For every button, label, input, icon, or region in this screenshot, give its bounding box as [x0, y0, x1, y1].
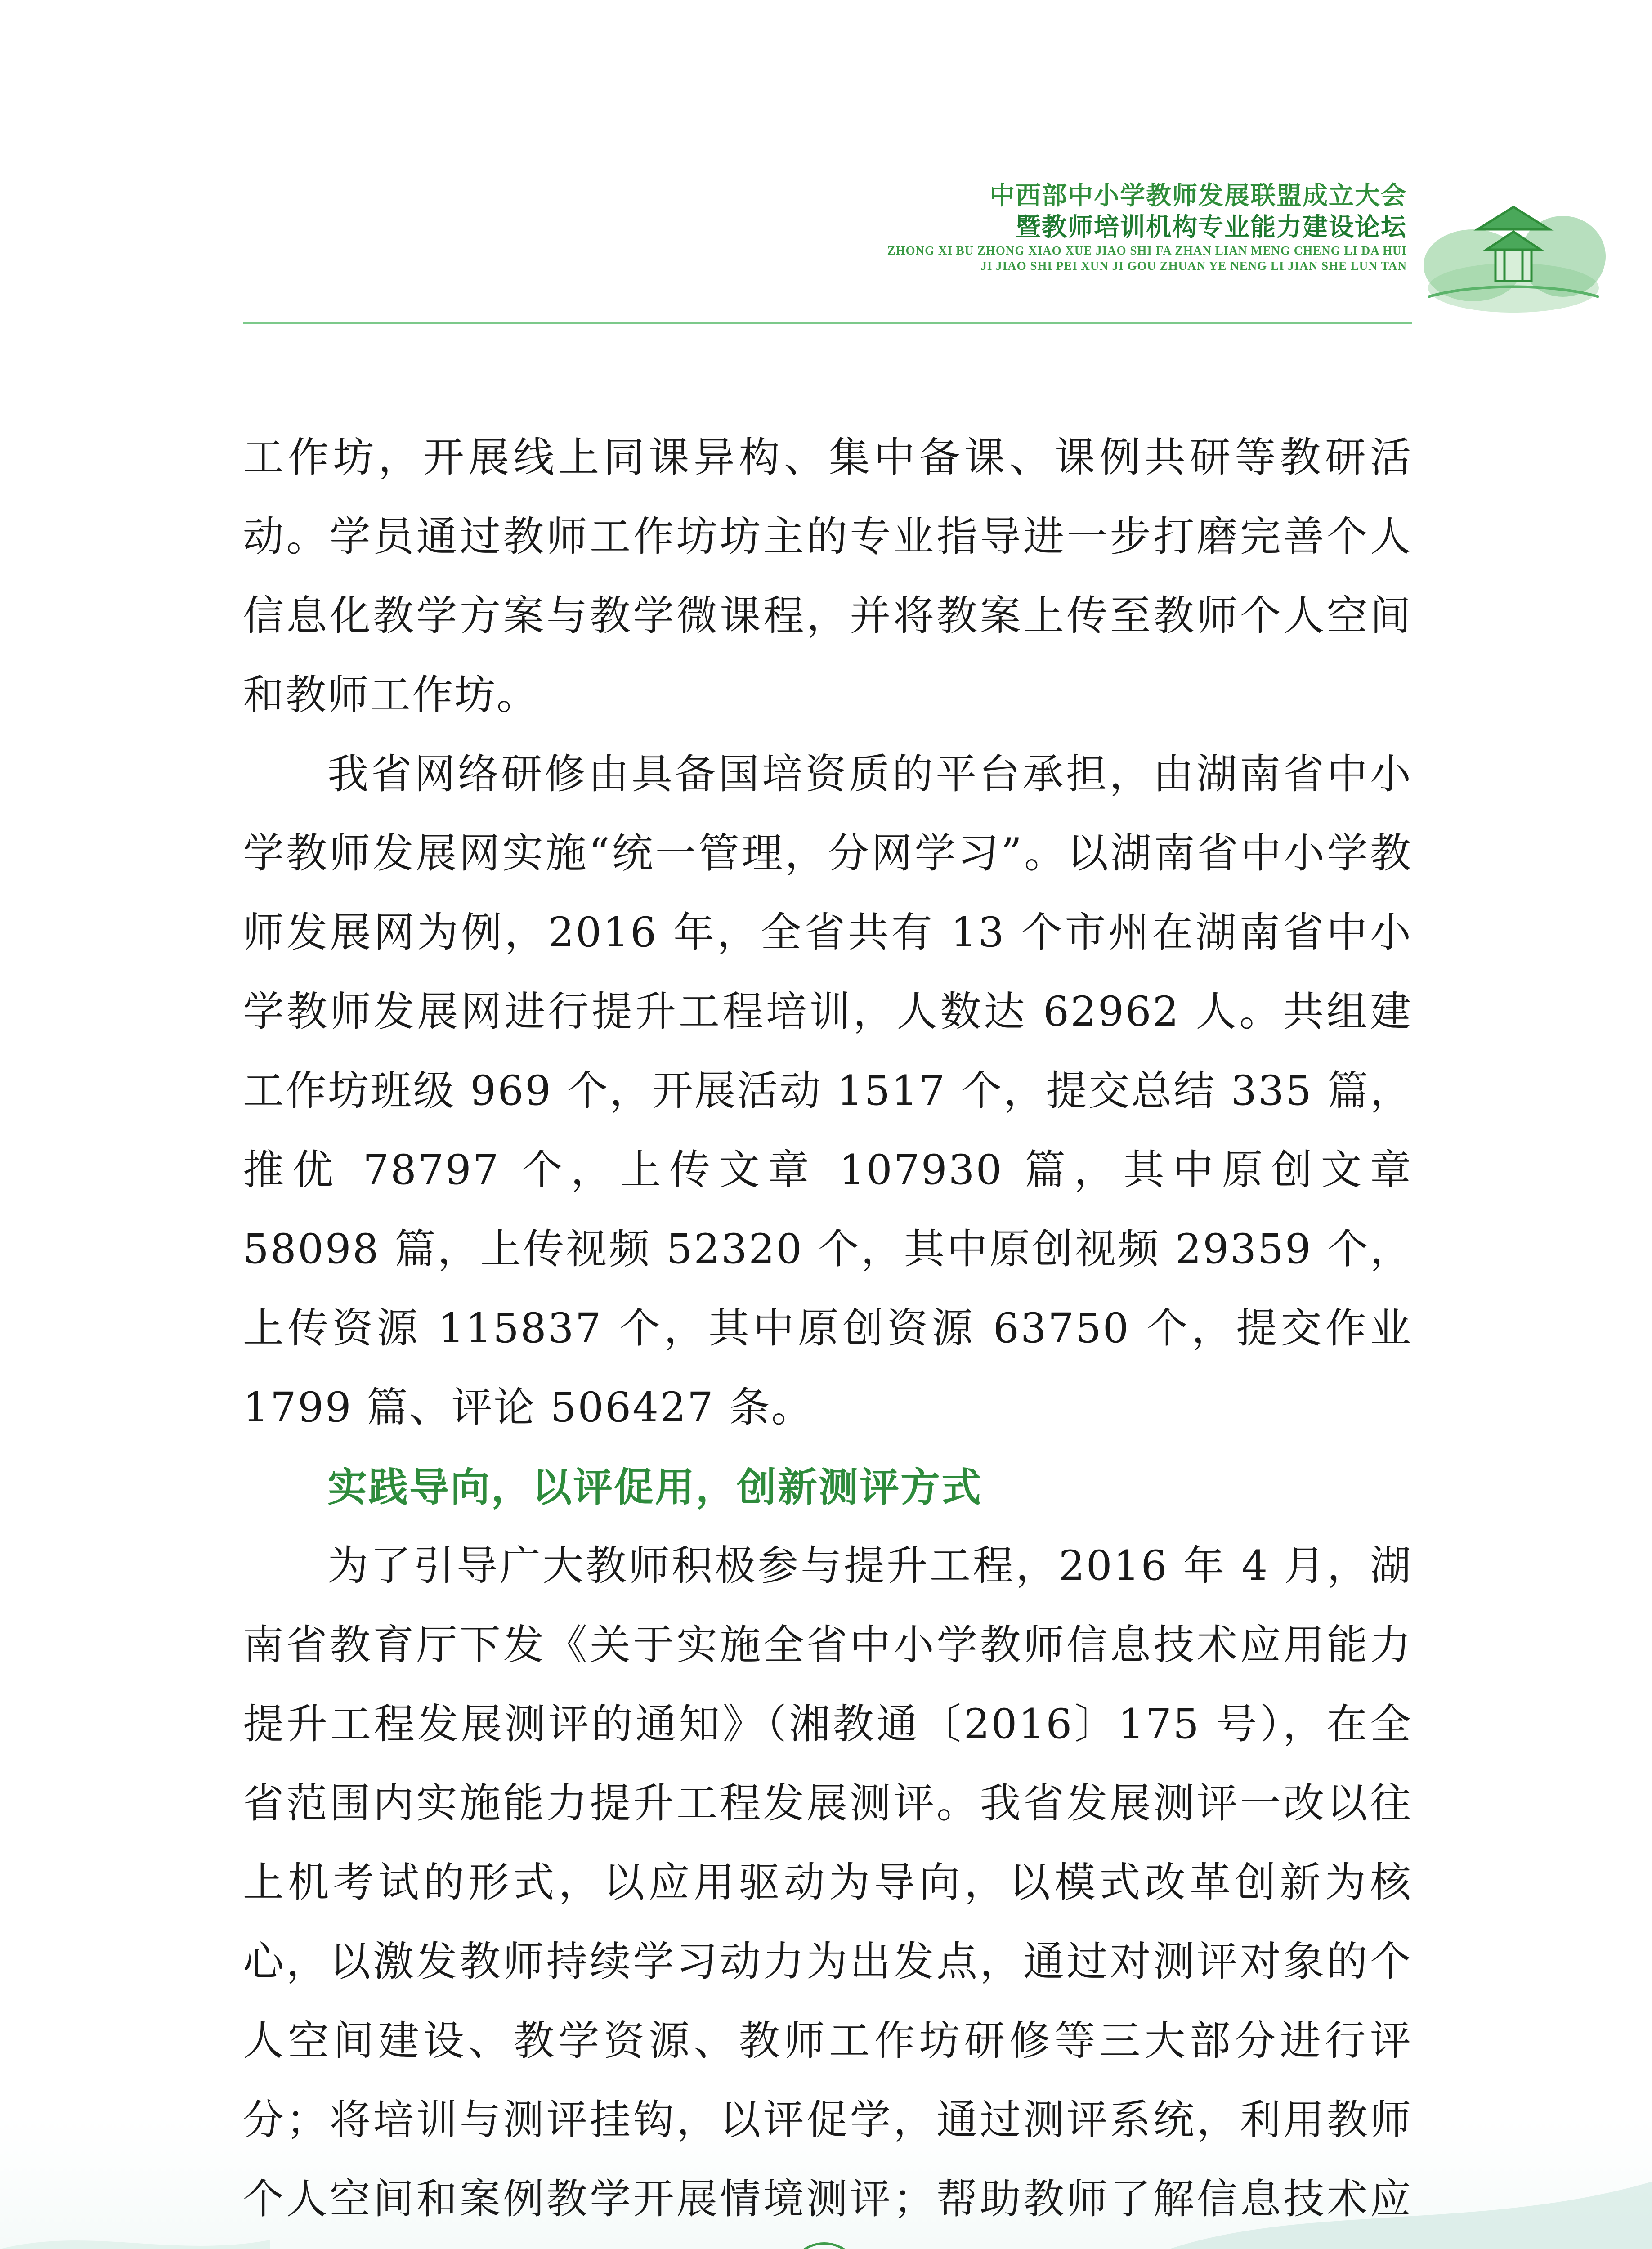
header-pinyin-line2: JI JIAO SHI PEI XUN JI GOU ZHUAN YE NENG LI JIAN SHE LUN TAN [980, 259, 1407, 273]
pavilion-logo-icon [1419, 175, 1608, 319]
header-divider [243, 322, 1412, 324]
header-pinyin-line1: ZHONG XI BU ZHONG XIAO XUE JIAO SHI FA ZHAN LIAN MENG CHENG LI DA HUI [887, 244, 1407, 257]
header-title-line1: 中西部中小学教师发展联盟成立大会 [989, 181, 1407, 211]
section-heading: 实践导向，以评促用，创新测评方式 [327, 1464, 983, 1510]
paragraph-1: 工作坊，开展线上同课异构、集中备课、课例共研等教研活动。学员通过教师工作坊坊主的专业指导进一步打磨完善个人信息化教学方案与教学微课程，并将教案上传至教师个人空间和教师工作坊。 [243, 434, 1412, 719]
body-text [243, 418, 1412, 2249]
header-title-line2: 暨教师培训机构专业能力建设论坛 [1016, 212, 1407, 242]
paragraph-2: 我省网络研修由具备国培资质的平台承担，由湖南省中小学教师发展网实施“统一管理，分网学习”。以湖南省中小学教师发展网为例，2016 年，全省共有 13 个市州在湖南省中小学教师发展网进行提升工程培训，人数达 62962 人。共组建工作坊班级 969 个，开展活动 1517 个，提交总结 335 篇，推优 78797 个，上传文章 107930 篇，其中原创文章 58098 篇，上传视频 52320 个，其中原创视频 29359 个，上传资源 115837 个，其中原创资源 63750 个，提交作业 1799 篇、评论 506427 条。 [243, 751, 1412, 1431]
paragraph-3: 为了引导广大教师积极参与提升工程，2016 年 4 月，湖南省教育厅下发《关于实施全省中小学教师信息技术应用能力提升工程发展测评的通知》（湘教通〔2016〕175 号），在全省范围内实施能力提升工程发展测评。我省发展测评一改以往上机考试的形式，以应用驱动为导向，以模式改革创新为核心，以激发教师持续学习动力为出发点，通过对测评对象的个人空间建设、教学资源、教师工作坊研修等三大部分进行评分；将培训与测评挂钩，以评促学，通过测评系统，利用教师个人空间和案例教学开展情境测评；帮助教师了解信息技术应 [243, 1542, 1412, 2223]
running-header [887, 180, 1407, 273]
